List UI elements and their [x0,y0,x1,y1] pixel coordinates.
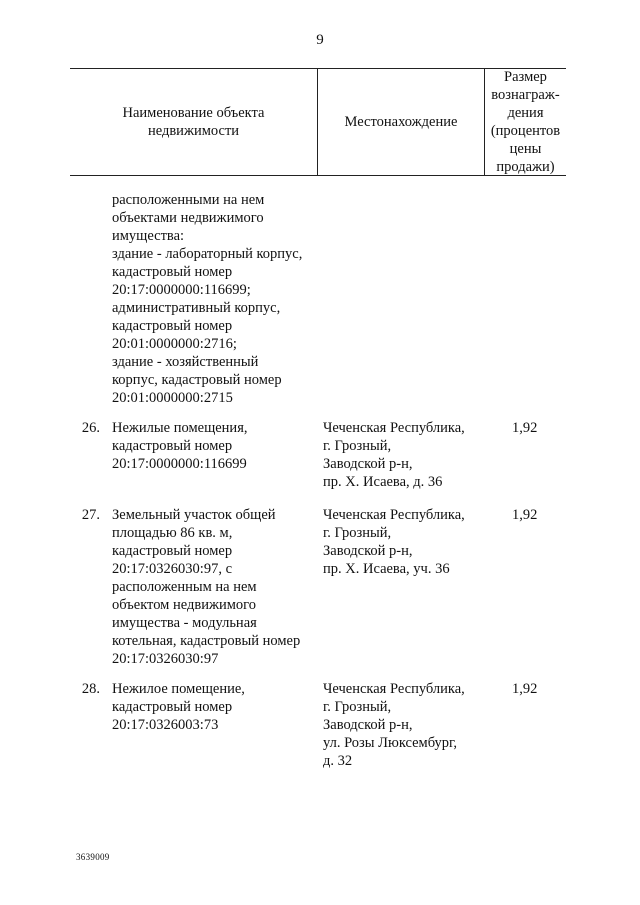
footer-code: 3639009 [76,852,110,862]
row-location: Чеченская Республика, г. Грозный, Заводской р-н, пр. Х. Исаева, д. 36 [323,420,465,490]
row-number: 28. [81,681,100,697]
row-object-name: Нежилое помещение, кадастровый номер 20:17:0326003:73 [112,681,245,733]
row-fee: 1,92 [512,507,538,523]
row-fee: 1,92 [512,681,538,697]
page-number: 9 [316,32,324,48]
continuation-text: расположенными на нем объектами недвижимого имущества: здание - лабораторный корпус, кадастровый номер 20:17:0000000:116699; административный корпус, кадастровый номер 20:01:0000000:2716; здание - хозяйственный корпус, кадастровый номер 20:01:0000000:2715 [112,192,303,406]
row-location: Чеченская Республика, г. Грозный, Заводской р-н, ул. Розы Люксембург, д. 32 [323,681,465,769]
row-location: Чеченская Республика, г. Грозный, Заводской р-н, пр. Х. Исаева, уч. 36 [323,507,465,577]
row-object-name: Земельный участок общей площадью 86 кв. м, кадастровый номер 20:17:0326030:97, с расположенным на нем объектом недвижимого имущества - модульная котельная, кадастровый номер 20:17:0326030:97 [112,507,301,667]
header-object-name: Наименование объекта недвижимости [122,104,265,139]
row-fee: 1,92 [512,420,538,436]
header-fee: Размер вознаграж- дения (процентов цены продажи) [490,68,561,175]
header-location: Местонахождение [344,113,458,130]
row-number: 27. [81,507,100,523]
row-object-name: Нежилые помещения, кадастровый номер 20:17:0000000:116699 [112,420,248,472]
row-number: 26. [81,420,100,436]
